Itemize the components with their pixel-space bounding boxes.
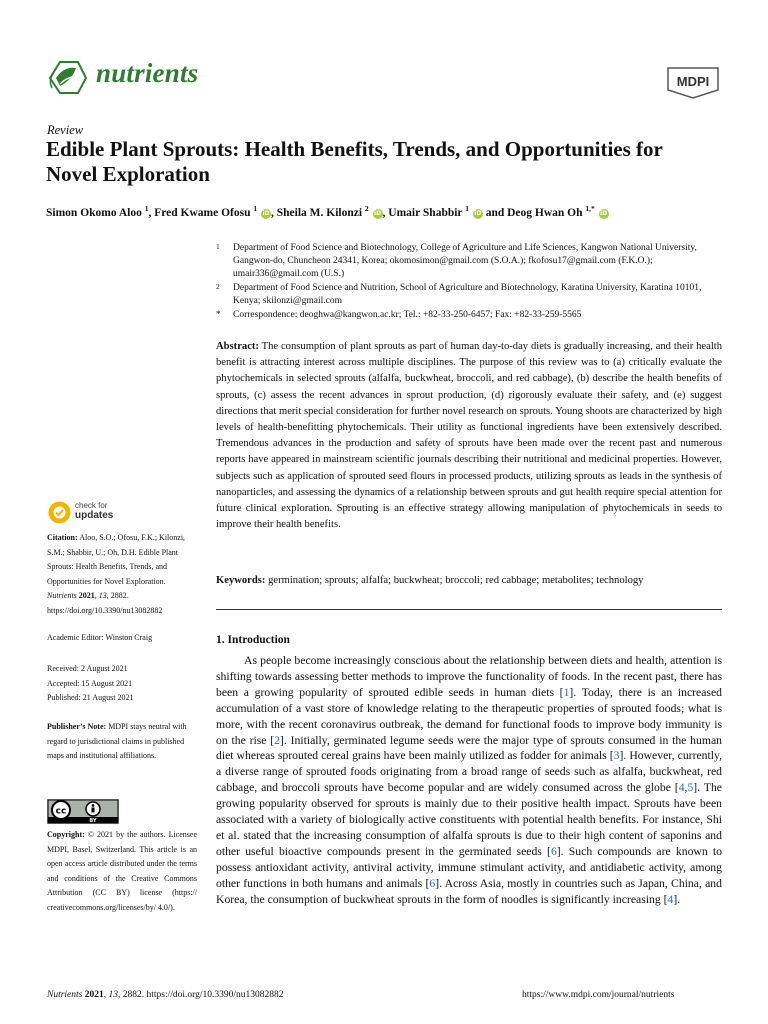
accepted-date: Accepted: 15 August 2021 [47,678,133,688]
orcid-icon[interactable]: iD [600,209,608,217]
reference-link[interactable]: 3 [613,749,620,763]
author-affiliation-mark: 1 [465,204,469,213]
intro-text: ]. [673,892,681,906]
affiliation-text: Department of Food Science and Biotechnology, College of Agriculture and Life Sciences, Kangwon National University, Gangwon-do, Chuncheon 24341, Korea; okomosimon@gmail.com (S.O.A.); fkofosu17@gmail.com (F.K.O.); umair336@gmail.com (U.S.) [233,243,697,279]
check-for-updates-badge[interactable] [47,498,137,528]
affiliation-text: Department of Food Science and Nutrition, School of Agriculture and Biotechnology, Karatina University, Karatina 10101, Kenya; skilonzi@gmail.com [233,283,702,306]
reference-link[interactable]: 4 [667,892,674,906]
journal-name: nutrients [96,58,199,88]
and-word: and [485,206,505,219]
dates-block [47,662,197,706]
section-divider [216,609,722,610]
citation-pages: 2882. [110,591,129,600]
intro-text: ]. Across Asia, mostly in countries such as Japan, China, and Korea, the consumption of buckwheat sprouts in the form of noodles is significantly increasing [ [216,876,722,906]
intro-paragraph [216,653,722,908]
affiliation-mark: 1 [216,242,220,251]
abstract-text: The consumption of plant sprouts as part of human day-to-day diets is gradually increasing, and their health benefit is attracting interest across multiple disciplines. The purpose of this review was to (a) critically evaluate the phytochemicals in selected sprouts (alfalfa, buckwheat, broccoli, and red cabbage), (b) describe the health benefits of sprouts, (c) assess the recent advances in sprout production, (d) rigorously evaluate their safety, and (e) suggest directions that merit special consideration for further novel research on sprouts. Young shoots are characterized by high levels of health-benefitting phytochemicals. Their utility as functional ingredients have been extensively described. Tremendous advances in the production and safety of sprouts have been made over the recent past and numerous reports have appeared in mainstream scientific journals describing their nutritional and medicinal properties. However, subjects such as application of sprouted seed flours in processed products, utilizing sprouts as leads in the synthesis of nanoparticles, and assessing the dynamics of a relationship between sprouts and gut health require special attention for future clinical exploration. Sprouting is an effective strategy allowing manipulation of phytochemicals in seeds to improve their health benefits. [216,341,722,531]
citation-block: Citation: Aloo, S.O.; Ofosu, F.K.; Kilonzi, S.M.; Shabbir, U.; Oh, D.H. Edible Plant Sprouts: Health Benefits, Trends, and Opportunities for Novel Exploration. Nutrients 2021, 13, 2882. https://doi.org/10.3390/nu13082882 [47,533,186,615]
reference-link[interactable]: 1 [563,685,570,699]
affiliation-1 [216,242,726,281]
publishers-note-text: MDPI stays neutral with regard to jurisdictional claims in published maps and institutional affiliations. [47,722,187,760]
citation-journal: Nutrients [47,591,77,600]
reference-link[interactable]: 6 [429,876,436,890]
publishers-note-label: Publisher’s Note: [47,722,107,731]
copyright-text: © 2021 by the authors. Licensee MDPI, Basel, Switzerland. This article is an open access article distributed under the terms and conditions of the Creative Commons Attribution (CC BY) license (https:// creativecommons.org/licenses/by/ 4.0/). [47,830,198,912]
author-name: Simon Okomo Aloo [46,206,142,219]
received-date: Received: 2 August 2021 [47,664,128,673]
intro-text: ]. Initially, germinated legume seeds were the major type of sprouts consumed in the human diet whereas sprouted cereal grains have been mainly utilized as fodder for animals [ [216,733,722,763]
check-for-updates-icon [47,500,72,525]
author-list: Simon Okomo Aloo $^1$, Fred Kwame Ofosu $^1$ iD, Sheila M. Kilonzi $^2$ iD, Umair Shabbir $^1$ iD and Deog Hwan Oh $^{1,*}$ iD [46,204,608,219]
orcid-icon[interactable]: iD [262,209,270,217]
intro-text: ]. However, currently, a diverse range of sprouted foods originating from a broad range of seeds such as alfalfa, buckwheat, red cabbage, and broccoli sprouts have become popular and are widely consumed across the globe [ [216,749,722,795]
author-affiliation-mark: 1,* [585,204,595,213]
footer-year: 2021 [84,990,104,1000]
reference-link[interactable]: 5 [687,781,694,795]
check-for-label: check for [75,501,108,510]
published-date: Published: 21 August 2021 [47,693,134,702]
copyright-block [47,828,197,915]
abstract [216,339,722,533]
updates-label: updates [75,510,114,521]
affiliation-mark: 2 [216,282,220,291]
copyright-label: Copyright: [47,830,85,839]
footer-journal-url[interactable]: https://www.mdpi.com/journal/nutrients [522,990,675,1000]
keywords-label: Keywords: [216,575,266,586]
keywords-text: germination; sprouts; alfalfa; buckwheat; broccoli; red cabbage; metabolites; technology [268,575,644,586]
citation-text: Aloo, S.O.; Ofosu, F.K.; Kilonzi, S.M.; Shabbir, U.; Oh, D.H. Edible Plant Sprouts: Health Benefits, Trends, and Opportunities for Novel Exploration. [47,533,186,586]
reference-link[interactable]: 2 [274,733,280,747]
footer-journal: Nutrients [47,990,83,1000]
footer-doi[interactable]: , 2882. https://doi.org/10.3390/nu13082882 [118,990,284,1000]
mdpi-logo-icon [664,64,722,100]
orcid-icon[interactable]: iD [474,209,482,217]
author-affiliation-mark: 1 [253,204,258,213]
correspondence [216,309,726,322]
author-name: Fred Kwame Ofosu [154,206,251,219]
article-title: Edible Plant Sprouts: Health Benefits, Trends, and Opportunities for Novel Exploration [46,137,663,186]
author-name: Deog Hwan Oh [507,206,583,219]
affiliation-2 [216,282,726,308]
intro-text: ]. The growing popularity observed for sprouts is mainly due to their positive health impact. Sprouts have been associated with a variety of biologically active constituents with potential health benefits. For instance, Shi et al. stated that the increasing consumption of alfalfa sprouts is due to their high content of saponins and other useful bioactive compounds present in the germinated seeds [ [216,781,722,858]
nutrients-logo-icon [46,58,88,96]
svg-text:cc: cc [55,806,67,817]
footer-volume: 13 [108,990,118,1000]
author-name: Umair Shabbir [388,206,463,219]
cc-by-license-icon[interactable] [47,799,119,824]
reference-link[interactable]: 6 [550,844,557,858]
keywords [216,574,722,588]
abstract-label: Abstract: [216,341,259,352]
intro-text: ]. Today, there is an increased accumulation of a vast store of knowledge relating to the therapeutic properties of sprouted foods; what is more, with the recent coronavirus outbreak, the demand for functional foods to improve body immunity is on the rise [ [216,685,722,747]
citation-year: 2021 [78,591,95,600]
citation-volume: 13 [98,591,107,600]
correspondence-mark: * [216,310,221,320]
section-heading: 1. Introduction [216,634,290,646]
reference-link[interactable]: 4 [678,781,685,795]
orcid-icon[interactable]: iD [374,209,382,217]
intro-text: ]. Such compounds are known to possess antioxidant activity, antiviral activity, immune stimulant activity, and antidiabetic activity, among other functions in both humans and animals [ [216,844,722,890]
academic-editor: Academic Editor: Winston Craig [47,633,153,642]
mdpi-logo-text: MDPI [676,74,710,89]
correspondence-text: Correspondence: deoghwa@kangwon.ac.kr; Tel.: +82-33-250-6457; Fax: +82-33-259-5565 [233,310,582,320]
author-name: Sheila M. Kilonzi [276,206,363,219]
cc-by-label: BY [89,818,97,824]
citation-label: Citation: [47,533,78,542]
footer-citation: Nutrients 2021, 13, 2882. https://doi.org/10.3390/nu13082882 [47,990,284,1000]
author-affiliation-mark: 2 [364,204,369,213]
citation-doi-link[interactable]: https://doi.org/10.3390/nu13082882 [47,605,163,615]
author-affiliation-mark: 1 [144,204,149,213]
article-type: Review [47,123,84,137]
intro-text: As people become increasingly conscious about the relationship between diets and health, attention is shifting towards assessing better methods to improve the functionality of foods. In the recent past, there has been a growing popularity of sprouted edible seeds in human diets [ [216,654,722,699]
publishers-note [47,720,197,764]
intro-text: , [684,781,688,795]
